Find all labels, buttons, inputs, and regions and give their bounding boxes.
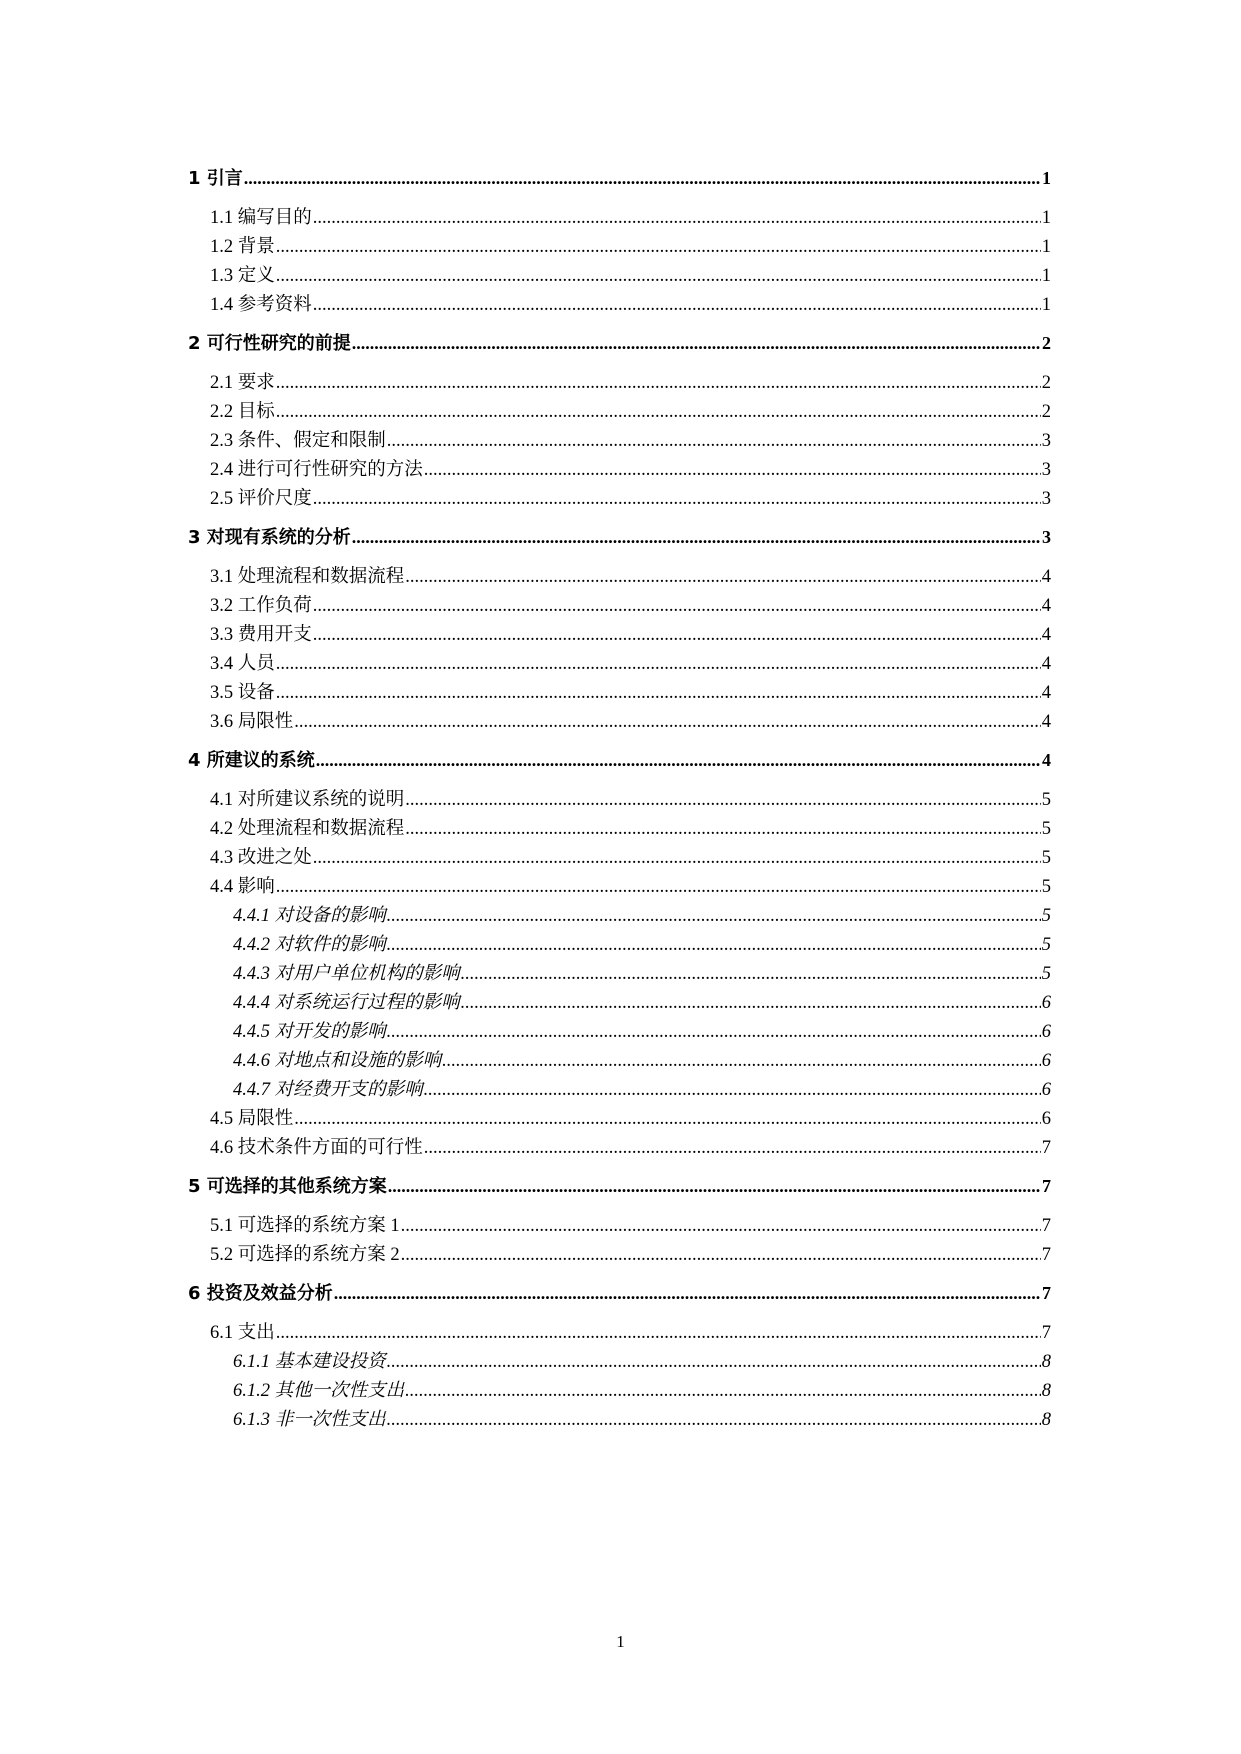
toc-entry-level-2[interactable] <box>210 843 1051 869</box>
toc-entry-level-1[interactable] <box>188 164 1051 190</box>
toc-dot-leader <box>405 819 1040 840</box>
toc-entry-level-2[interactable] <box>210 1318 1051 1344</box>
toc-entry-level-2[interactable] <box>210 397 1051 423</box>
toc-entry-page-number: 3 <box>1041 431 1051 451</box>
toc-entry-title: 4.4.7 对经费开支的影响 <box>233 1080 423 1100</box>
toc-entry-title: 3.1 处理流程和数据流程 <box>210 567 405 587</box>
toc-dot-leader <box>387 1410 1041 1431</box>
toc-entry-level-2[interactable] <box>210 591 1051 617</box>
toc-entry-level-2[interactable] <box>210 872 1051 898</box>
toc-dot-leader <box>313 295 1041 316</box>
toc-entry-title: 2.5 评价尺度 <box>210 489 312 509</box>
toc-entry-page-number: 5 <box>1041 906 1051 926</box>
page-number: 1 <box>616 1632 625 1651</box>
toc-dot-leader <box>405 1381 1041 1402</box>
toc-entry-page-number: 2 <box>1041 373 1051 393</box>
toc-entry-page-number: 7 <box>1042 1176 1051 1196</box>
toc-entry-page-number: 6 <box>1041 1051 1051 1071</box>
toc-dot-leader <box>405 567 1040 588</box>
toc-entry-level-2[interactable] <box>210 707 1051 733</box>
toc-dot-leader <box>424 460 1041 481</box>
toc-entry-title: 4.5 局限性 <box>210 1109 294 1129</box>
toc-entry-page-number: 7 <box>1041 1245 1051 1265</box>
toc-entry-level-2[interactable] <box>210 1211 1051 1237</box>
toc-dot-leader <box>294 712 1040 733</box>
toc-entry-title: 6.1.1 基本建设投资 <box>233 1352 386 1372</box>
toc-dot-leader <box>276 237 1041 258</box>
toc-entry-page-number: 3 <box>1041 489 1051 509</box>
toc-entry-page-number: 4 <box>1041 625 1051 645</box>
toc-entry-level-1[interactable] <box>188 746 1051 772</box>
toc-entry-title: 6.1.2 其他一次性支出 <box>233 1381 405 1401</box>
toc-dot-leader <box>276 877 1041 898</box>
toc-entry-level-3[interactable] <box>233 959 1051 985</box>
toc-dot-leader <box>387 1022 1041 1043</box>
toc-entry-title: 1 引言 <box>188 168 243 189</box>
toc-entry-page-number: 5 <box>1041 964 1051 984</box>
toc-entry-page-number: 8 <box>1041 1410 1051 1430</box>
toc-dot-leader <box>316 750 1041 771</box>
toc-entry-level-3[interactable] <box>233 1046 1051 1072</box>
toc-entry-title: 1.4 参考资料 <box>210 295 312 315</box>
toc-entry-page-number: 1 <box>1041 208 1051 228</box>
toc-entry-title: 6 投资及效益分析 <box>188 1283 333 1304</box>
toc-dot-leader <box>313 625 1041 646</box>
toc-entry-page-number: 7 <box>1042 1283 1051 1303</box>
toc-dot-leader <box>424 1138 1041 1159</box>
toc-dot-leader <box>276 402 1041 423</box>
toc-entry-page-number: 1 <box>1042 168 1051 188</box>
toc-entry-page-number: 6 <box>1041 1109 1051 1129</box>
toc-entry-title: 4.4.2 对软件的影响 <box>233 935 386 955</box>
toc-entry-page-number: 1 <box>1041 237 1051 257</box>
toc-entry-page-number: 1 <box>1041 295 1051 315</box>
toc-dot-leader <box>352 333 1041 354</box>
toc-dot-leader <box>334 1283 1041 1304</box>
toc-entry-page-number: 6 <box>1041 1022 1051 1042</box>
toc-dot-leader <box>387 906 1041 927</box>
toc-dot-leader <box>442 1051 1041 1072</box>
toc-dot-leader <box>387 431 1041 452</box>
toc-entry-level-3[interactable] <box>233 1075 1051 1101</box>
toc-entry-page-number: 4 <box>1041 654 1051 674</box>
toc-entry-page-number: 4 <box>1041 567 1051 587</box>
toc-entry-level-1[interactable] <box>188 329 1051 355</box>
toc-entry-title: 4.4.6 对地点和设施的影响 <box>233 1051 442 1071</box>
toc-entry-title: 5 可选择的其他系统方案 <box>188 1176 387 1197</box>
toc-entry-title: 4.1 对所建议系统的说明 <box>210 790 405 810</box>
toc-entry-level-2[interactable] <box>210 203 1051 229</box>
toc-entry-level-2[interactable] <box>210 562 1051 588</box>
toc-entry-level-2[interactable] <box>210 484 1051 510</box>
toc-dot-leader <box>276 654 1041 675</box>
toc-entry-page-number: 1 <box>1041 266 1051 286</box>
toc-dot-leader <box>313 596 1041 617</box>
toc-entry-title: 4.4.3 对用户单位机构的影响 <box>233 964 460 984</box>
toc-entry-level-2[interactable] <box>210 620 1051 646</box>
toc-entry-page-number: 4 <box>1042 750 1051 770</box>
toc-entry-level-2[interactable] <box>210 426 1051 452</box>
toc-dot-leader <box>387 935 1041 956</box>
toc-dot-leader <box>461 993 1041 1014</box>
toc-entry-level-1[interactable] <box>188 1172 1051 1198</box>
toc-entry-level-2[interactable] <box>210 814 1051 840</box>
toc-entry-title: 3.3 费用开支 <box>210 625 312 645</box>
toc-entry-page-number: 3 <box>1042 527 1051 547</box>
toc-entry-level-2[interactable] <box>210 290 1051 316</box>
toc-entry-title: 1.2 背景 <box>210 237 275 257</box>
toc-entry-title: 4.4.5 对开发的影响 <box>233 1022 386 1042</box>
toc-entry-page-number: 5 <box>1041 819 1051 839</box>
toc-entry-page-number: 7 <box>1041 1138 1051 1158</box>
toc-entry-page-number: 6 <box>1041 993 1051 1013</box>
toc-dot-leader <box>424 1080 1041 1101</box>
toc-entry-title: 6.1 支出 <box>210 1323 275 1343</box>
toc-dot-leader <box>401 1216 1041 1237</box>
toc-entry-page-number: 8 <box>1041 1381 1051 1401</box>
toc-entry-title: 3.2 工作负荷 <box>210 596 312 616</box>
toc-entry-page-number: 6 <box>1041 1080 1051 1100</box>
toc-entry-level-2[interactable] <box>210 1104 1051 1130</box>
toc-entry-page-number: 4 <box>1041 712 1051 732</box>
toc-dot-leader <box>405 790 1040 811</box>
toc-dot-leader <box>461 964 1041 985</box>
toc-entry-page-number: 4 <box>1041 596 1051 616</box>
toc-entry-title: 4.6 技术条件方面的可行性 <box>210 1138 423 1158</box>
toc-dot-leader <box>352 527 1041 548</box>
toc-entry-title: 4.2 处理流程和数据流程 <box>210 819 405 839</box>
toc-entry-title: 2 可行性研究的前提 <box>188 333 351 354</box>
toc-entry-level-3[interactable] <box>233 1347 1051 1373</box>
toc-entry-title: 4.4.4 对系统运行过程的影响 <box>233 993 460 1013</box>
toc-entry-page-number: 5 <box>1041 790 1051 810</box>
toc-entry-title: 3 对现有系统的分析 <box>188 527 351 548</box>
toc-entry-title: 6.1.3 非一次性支出 <box>233 1410 386 1430</box>
toc-entry-level-3[interactable] <box>233 1017 1051 1043</box>
toc-entry-level-3[interactable] <box>233 1376 1051 1402</box>
toc-entry-level-2[interactable] <box>210 678 1051 704</box>
toc-entry-title: 1.1 编写目的 <box>210 208 312 228</box>
toc-entry-page-number: 7 <box>1041 1323 1051 1343</box>
toc-entry-title: 3.4 人员 <box>210 654 275 674</box>
toc-entry-level-3[interactable] <box>233 988 1051 1014</box>
toc-entry-page-number: 3 <box>1041 460 1051 480</box>
toc-dot-leader <box>294 1109 1040 1130</box>
toc-entry-page-number: 5 <box>1041 935 1051 955</box>
toc-dot-leader <box>276 373 1041 394</box>
toc-entry-level-2[interactable] <box>210 261 1051 287</box>
toc-entry-title: 4.4.1 对设备的影响 <box>233 906 386 926</box>
toc-entry-title: 1.3 定义 <box>210 266 275 286</box>
toc-entry-title: 3.5 设备 <box>210 683 275 703</box>
toc-entry-title: 2.3 条件、假定和限制 <box>210 431 386 451</box>
toc-entry-level-3[interactable] <box>233 1405 1051 1431</box>
toc-entry-level-3[interactable] <box>233 901 1051 927</box>
toc-entry-title: 4 所建议的系统 <box>188 750 315 771</box>
toc-entry-title: 2.1 要求 <box>210 373 275 393</box>
toc-entry-page-number: 5 <box>1041 877 1051 897</box>
toc-entry-page-number: 8 <box>1041 1352 1051 1372</box>
toc-entry-page-number: 4 <box>1041 683 1051 703</box>
toc-entry-title: 3.6 局限性 <box>210 712 294 732</box>
toc-dot-leader <box>276 1323 1041 1344</box>
toc-entry-page-number: 2 <box>1041 402 1051 422</box>
toc-entry-level-2[interactable] <box>210 1133 1051 1159</box>
toc-dot-leader <box>387 1352 1041 1373</box>
toc-entry-level-1[interactable] <box>188 523 1051 549</box>
toc-entry-level-2[interactable] <box>210 368 1051 394</box>
toc-entry-title: 5.1 可选择的系统方案 1 <box>210 1216 400 1236</box>
toc-dot-leader <box>313 848 1041 869</box>
toc-entry-title: 4.4 影响 <box>210 877 275 897</box>
toc-dot-leader <box>276 683 1041 704</box>
toc-entry-level-1[interactable] <box>188 1279 1051 1305</box>
toc-entry-level-2[interactable] <box>210 1240 1051 1266</box>
toc-dot-leader <box>388 1176 1041 1197</box>
toc-entry-level-2[interactable] <box>210 232 1051 258</box>
toc-entry-level-2[interactable] <box>210 455 1051 481</box>
toc-entry-level-2[interactable] <box>210 649 1051 675</box>
toc-entry-level-3[interactable] <box>233 930 1051 956</box>
toc-dot-leader <box>244 168 1041 189</box>
toc-entry-page-number: 5 <box>1041 848 1051 868</box>
toc-dot-leader <box>276 266 1041 287</box>
toc-entry-level-2[interactable] <box>210 785 1051 811</box>
toc-entry-title: 2.2 目标 <box>210 402 275 422</box>
toc-entry-title: 2.4 进行可行性研究的方法 <box>210 460 423 480</box>
toc-entry-title: 4.3 改进之处 <box>210 848 312 868</box>
toc-entry-title: 5.2 可选择的系统方案 2 <box>210 1245 400 1265</box>
toc-dot-leader <box>401 1245 1041 1266</box>
toc-entry-page-number: 7 <box>1041 1216 1051 1236</box>
toc-entry-page-number: 2 <box>1042 333 1051 353</box>
toc-dot-leader <box>313 489 1041 510</box>
toc-dot-leader <box>313 208 1041 229</box>
